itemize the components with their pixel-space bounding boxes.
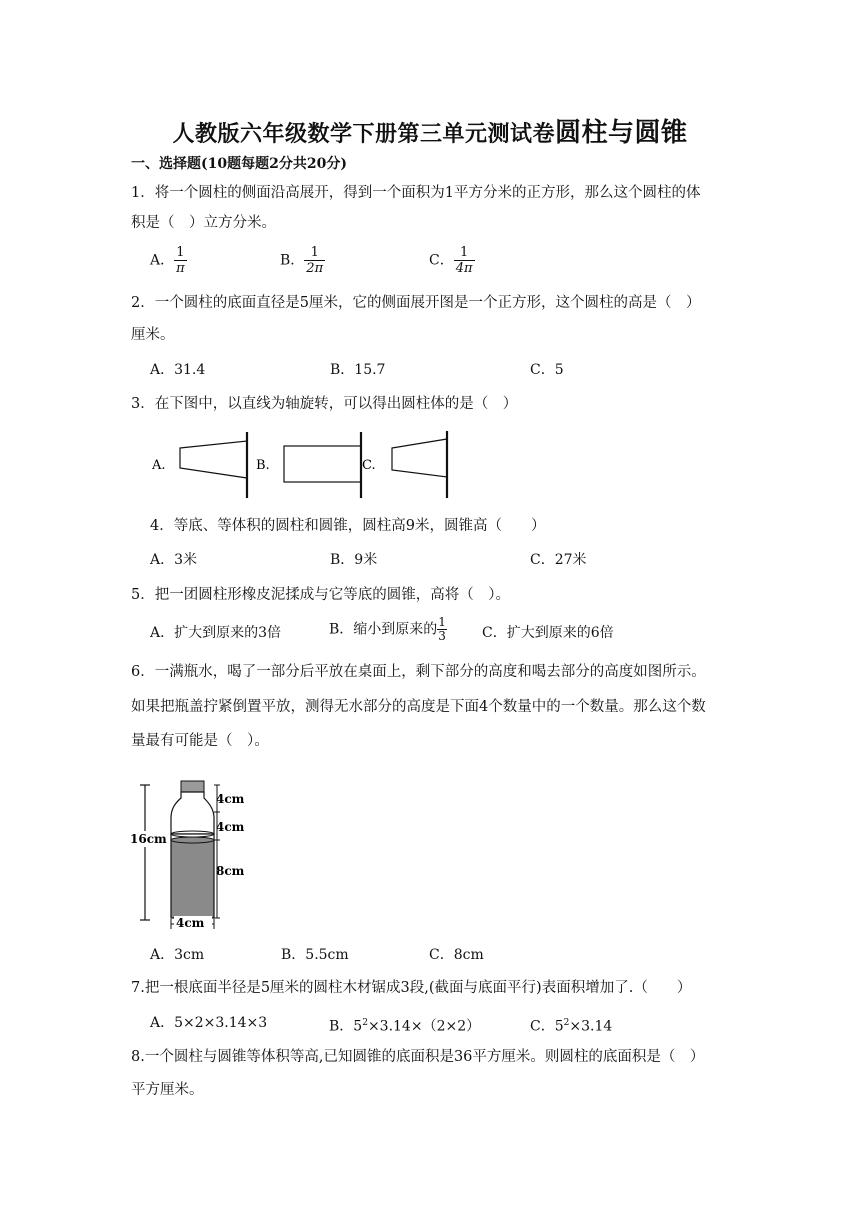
q1-option-b-fraction: $\frac{1}{2\pi}$ <box>306 245 324 276</box>
q7-option-b: B．$5^2\times 3.14\times(2\times 2)$ <box>329 1018 481 1035</box>
q6-text-line3: 量最有可能是（ ）。 <box>131 733 269 749</box>
page-title: 人教版六年级数学下册第三单元测试卷圆柱与圆锥 <box>172 118 688 148</box>
q6-option-c: C．8cm <box>429 947 484 963</box>
q3-text-line1: 3．在下图中，以直线为轴旋转，可以得出圆柱体的是（ ） <box>131 396 518 412</box>
q7-option-c: C．$5^2\times 3.14$ <box>530 1018 613 1035</box>
q6-text-line2: 如果把瓶盖拧紧倒置平放，测得无水部分的高度是下面4个数量中的一个数量。那么这个数 <box>131 699 706 715</box>
q1-option-c-fraction: $\frac{1}{4\pi}$ <box>455 245 473 276</box>
q6-label-bottom: 4cm <box>176 916 205 930</box>
q6-bottle-water <box>171 840 214 918</box>
q1-option-a: A． $\frac{1}{\pi}$ <box>150 245 185 276</box>
q1-text-line1: 1．将一个圆柱的侧面沿高展开，得到一个面积为1平方分米的正方形，那么这个圆柱的体 <box>131 185 701 201</box>
q3-shape-b-rectangle <box>284 446 361 482</box>
q6-option-a: A．3cm <box>150 947 205 963</box>
q3-label-a: A. <box>152 458 166 473</box>
q5-option-a: A．扩大到原来的3倍 <box>150 625 282 641</box>
q5-text-line1: 5．把一团圆柱形橡皮泥揉成与它等底的圆锥，高将（ ）。 <box>131 587 510 603</box>
q3-label-c: C. <box>362 458 376 473</box>
q7-option-a: A．5×2×3.14×3 <box>150 1015 268 1031</box>
q2-option-b: B．15.7 <box>330 362 386 378</box>
q3-shape-c-trapezoid <box>392 439 447 477</box>
title-emphasis: 圆柱与圆锥 <box>555 118 688 148</box>
q6-text-line1: 6．一满瓶水，喝了一部分后平放在桌面上，剩下部分的高度和喝去部分的高度如图所示。 <box>131 664 706 680</box>
q4-option-b: B．9米 <box>330 552 378 568</box>
q1-option-a-fraction: $\frac{1}{\pi}$ <box>176 245 185 276</box>
q2-option-a: A．31.4 <box>150 362 206 378</box>
q6-bottle-cap <box>181 781 204 792</box>
q6-label-water: 8cm <box>216 864 245 878</box>
q5-option-c: C．扩大到原来的6倍 <box>482 625 614 641</box>
q5-option-b-fraction: $\frac{1}{3}$ <box>438 615 446 643</box>
q6-bottle-figure <box>128 776 258 936</box>
section-heading: 一、选择题(10题每题2分共20分) <box>131 156 347 172</box>
q6-option-b: B．5.5cm <box>281 947 349 963</box>
q8-text-line1: 8.一个圆柱与圆锥等体积等高,已知圆锥的底面积是36平方厘米。则圆柱的底面积是（ ） <box>131 1049 705 1065</box>
q1-option-c: C． $\frac{1}{4\pi}$ <box>429 245 473 276</box>
q2-option-c: C．5 <box>530 362 564 378</box>
q8-text-line2: 平方厘米。 <box>131 1082 204 1098</box>
q3-shape-a-trapezoid <box>180 441 247 478</box>
q1-text-line2: 积是（ ）立方分米。 <box>131 215 276 231</box>
q2-text-line1: 2．一个圆柱的底面直径是5厘米，它的侧面展开图是一个正方形，这个圆柱的高是（ ） <box>131 295 701 311</box>
q3-figure <box>148 428 468 504</box>
q3-label-b: B. <box>256 458 270 473</box>
q6-label-top2: 4cm <box>216 820 245 834</box>
q4-text-line1: 4．等底、等体积的圆柱和圆锥，圆柱高9米，圆锥高（ ） <box>150 518 546 534</box>
q2-text-line2: 厘米。 <box>131 327 175 343</box>
q4-option-c: C．27米 <box>530 552 587 568</box>
q4-option-a: A．3米 <box>150 552 198 568</box>
q7-text-line1: 7.把一根底面半径是5厘米的圆柱木材锯成3段,(截面与底面平行)表面积增加了.（ ） <box>131 980 692 996</box>
q6-bottle-neck <box>171 792 214 834</box>
q1-option-b: B． $\frac{1}{2\pi}$ <box>280 245 324 276</box>
q6-total-label: 16cm <box>130 832 167 846</box>
q6-label-top1: 4cm <box>216 792 245 806</box>
q5-option-b: B．缩小到原来的 $\frac{1}{3}$ <box>329 615 446 643</box>
